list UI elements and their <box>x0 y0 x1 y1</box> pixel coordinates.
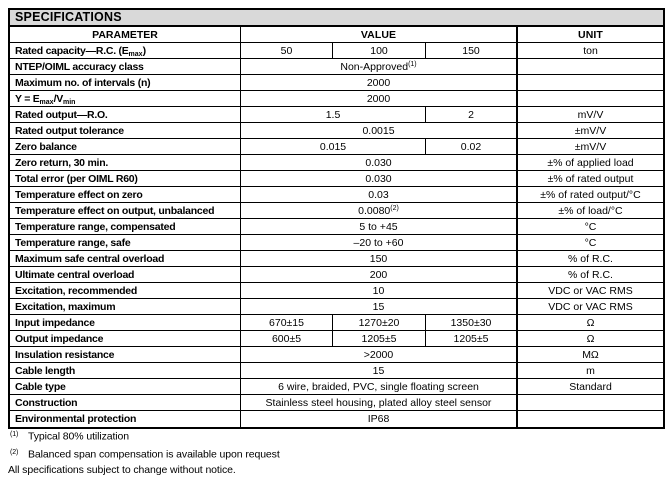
table-row <box>10 283 663 299</box>
unit-cell: % of R.C. <box>568 252 613 265</box>
footnotes <box>10 427 660 479</box>
unit-cell: ±mV/V <box>574 124 607 137</box>
parameter-cell: Input impedance <box>10 315 241 330</box>
value-cell: 15 <box>241 363 518 378</box>
parameter-cell: Temperature effect on output, unbalanced <box>10 203 241 218</box>
value-cell: 10 <box>241 283 518 298</box>
value-cell: 50 <box>241 43 333 58</box>
parameter-cell: NTEP/OIML accuracy class <box>10 59 241 74</box>
unit-cell: ±% of load/°C <box>558 204 623 217</box>
value-cell: 0.02 <box>426 139 518 154</box>
table-row <box>10 411 663 427</box>
unit-cell: Ω <box>586 332 595 345</box>
unit-cell: mV/V <box>577 108 604 121</box>
parameter-cell: Insulation resistance <box>10 347 241 362</box>
table-row <box>10 107 663 123</box>
table-row <box>10 59 663 75</box>
table-row <box>10 299 663 315</box>
footnote-1-text: Typical 80% utilization <box>28 430 130 443</box>
value-cell: 600±5 <box>241 331 333 346</box>
unit-cell: MΩ <box>582 348 599 361</box>
value-cell: IP68 <box>241 411 518 427</box>
parameter-cell: Construction <box>10 395 241 410</box>
parameter-cell: $Y = E_{max}/V_{min}$ <box>10 91 241 106</box>
table-row <box>10 203 663 219</box>
table-row <box>10 315 663 331</box>
parameter-cell: Maximum safe central overload <box>10 251 241 266</box>
table-row <box>10 187 663 203</box>
table-row <box>10 123 663 139</box>
parameter-cell: Temperature range, compensated <box>10 219 241 234</box>
value-cell: 670±15 <box>241 315 333 330</box>
value-cell: 0.03 <box>241 187 518 202</box>
parameter-cell: Total error (per OIML R60) <box>10 171 241 186</box>
value-cell: 1270±20 <box>333 315 426 330</box>
parameter-cell: Excitation, maximum <box>10 299 241 314</box>
table-row <box>10 139 663 155</box>
value-cell: 100 <box>333 43 426 58</box>
table-row <box>10 155 663 171</box>
value-cell: Non-Approved$^{(1)}$ <box>241 59 518 74</box>
table-row <box>10 235 663 251</box>
value-cell: 5 to +45 <box>241 219 518 234</box>
table-row <box>10 91 663 107</box>
value-cell: 1205±5 <box>426 331 518 346</box>
value-cell: 0.015 <box>241 139 426 154</box>
unit-cell: ±mV/V <box>574 140 607 153</box>
unit-cell <box>518 59 663 74</box>
unit-cell: VDC or VAC RMS <box>548 284 633 297</box>
value-cell: 2000 <box>241 91 518 106</box>
parameter-cell: Rated capacity—R.C. $(E_{max})$ <box>10 43 241 58</box>
value-cell: –20 to +60 <box>241 235 518 250</box>
column-header-unit: UNIT <box>578 28 603 41</box>
value-cell: 15 <box>241 299 518 314</box>
table-row <box>10 75 663 91</box>
parameter-cell: Output impedance <box>10 331 241 346</box>
value-cell: 0.0080$^{(2)}$ <box>241 203 518 218</box>
section-title: SPECIFICATIONS <box>15 10 122 24</box>
table-header-row <box>10 27 663 43</box>
unit-cell <box>518 411 663 427</box>
parameter-cell: Zero balance <box>10 139 241 154</box>
unit-cell: °C <box>584 220 597 233</box>
value-cell: 2 <box>426 107 518 122</box>
value-cell: 1205±5 <box>333 331 426 346</box>
table-row <box>10 171 663 187</box>
table-row <box>10 379 663 395</box>
column-header-value: VALUE <box>241 27 518 42</box>
table-title-row <box>10 10 663 27</box>
parameter-cell: Excitation, recommended <box>10 283 241 298</box>
parameter-cell: Rated output tolerance <box>10 123 241 138</box>
value-cell: Stainless steel housing, plated alloy steel sensor <box>241 395 518 410</box>
footnote-1 <box>10 427 660 445</box>
value-cell: 150 <box>241 251 518 266</box>
unit-cell <box>518 395 663 410</box>
table-row <box>10 363 663 379</box>
footnote-2 <box>10 445 660 463</box>
spec-table-body <box>10 27 663 427</box>
value-cell: 200 <box>241 267 518 282</box>
table-row <box>10 331 663 347</box>
parameter-cell: Environmental protection <box>10 411 241 427</box>
value-cell: 150 <box>426 43 518 58</box>
footnote-2-text: Balanced span compensation is available upon request <box>28 448 280 461</box>
parameter-cell: Temperature effect on zero <box>10 187 241 202</box>
unit-cell: VDC or VAC RMS <box>548 300 633 313</box>
parameter-cell: Cable type <box>10 379 241 394</box>
table-row <box>10 267 663 283</box>
table-row <box>10 251 663 267</box>
parameter-cell: Ultimate central overload <box>10 267 241 282</box>
unit-cell: Ω <box>586 316 595 329</box>
parameter-cell: Rated output—R.O. <box>10 107 241 122</box>
unit-cell: % of R.C. <box>568 268 613 281</box>
unit-cell <box>518 75 663 90</box>
value-cell: 6 wire, braided, PVC, single floating screen <box>241 379 518 394</box>
column-header-parameter: PARAMETER <box>10 27 241 42</box>
value-cell: 1350±30 <box>426 315 518 330</box>
value-cell: 1.5 <box>241 107 426 122</box>
unit-cell: ±% of rated output/°C <box>540 188 641 201</box>
specifications-table <box>8 8 665 429</box>
disclaimer-text: All specifications subject to change without notice. <box>8 464 236 476</box>
value-cell: 0.030 <box>241 155 518 170</box>
unit-cell: ±% of rated output <box>547 172 634 185</box>
parameter-cell: Maximum no. of intervals (n) <box>10 75 241 90</box>
parameter-cell: Zero return, 30 min. <box>10 155 241 170</box>
parameter-cell: Temperature range, safe <box>10 235 241 250</box>
value-cell: 0.0015 <box>241 123 518 138</box>
value-cell: 0.030 <box>241 171 518 186</box>
value-cell: >2000 <box>241 347 518 362</box>
footnote-1-marker: (1) <box>10 431 19 438</box>
table-row <box>10 43 663 59</box>
table-row <box>10 347 663 363</box>
unit-cell <box>518 91 663 106</box>
table-row <box>10 395 663 411</box>
value-cell: 2000 <box>241 75 518 90</box>
unit-cell: °C <box>584 236 597 249</box>
unit-cell: Standard <box>569 380 612 393</box>
table-row <box>10 219 663 235</box>
unit-cell: ton <box>583 44 598 57</box>
unit-cell: m <box>586 364 595 377</box>
unit-cell: ±% of applied load <box>547 156 634 169</box>
parameter-cell: Cable length <box>10 363 241 378</box>
footnote-2-marker: (2) <box>10 449 19 456</box>
